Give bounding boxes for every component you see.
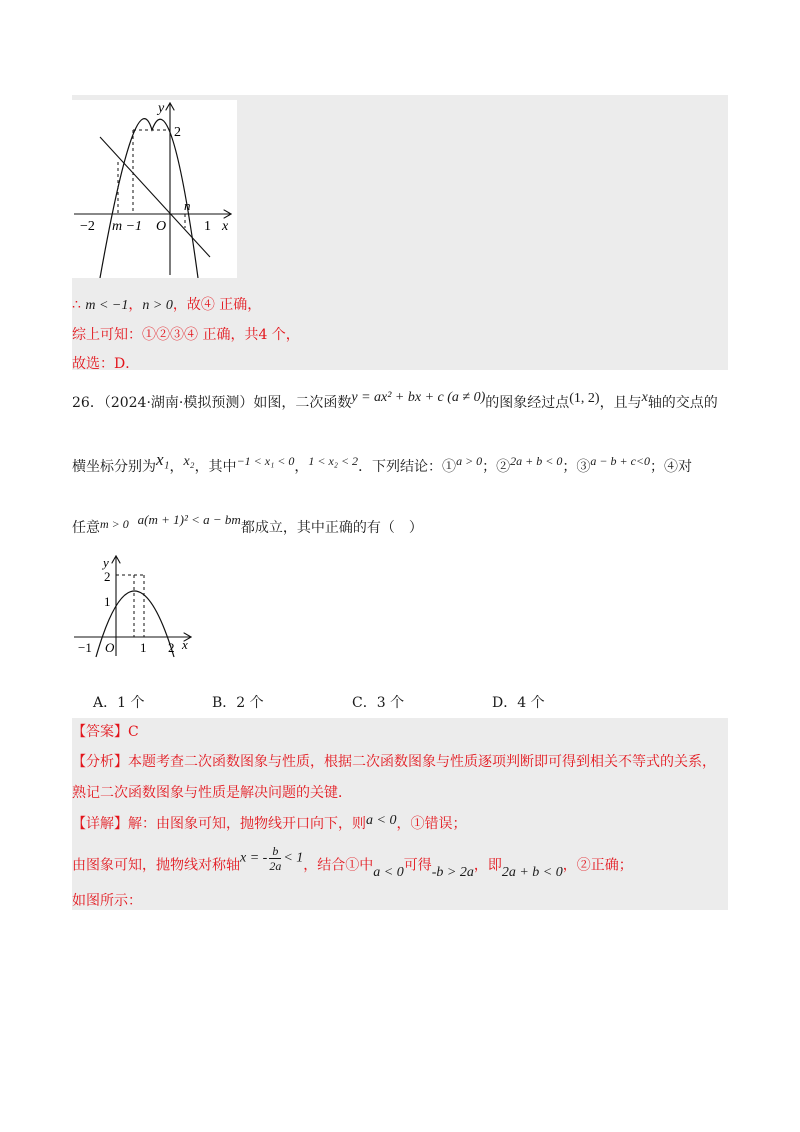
conclusion-line-3: 故选：D． — [72, 356, 140, 372]
detail-label: 【详解】 — [72, 816, 128, 832]
conclusion-4: a(m + 1)² < a − bm — [137, 512, 241, 527]
symmetry-axis-expression — [240, 844, 303, 873]
conclusion-1: a > 0 — [456, 454, 483, 468]
label-origin-2: O — [105, 640, 115, 655]
fraction-numerator: b — [269, 844, 281, 859]
label-1-x: 1 — [140, 640, 147, 655]
detail-text-2c: 可得 — [403, 857, 432, 874]
marker-3: ；③ — [562, 459, 591, 475]
label-1: 1 — [204, 219, 211, 234]
separator: ， — [128, 297, 143, 313]
range-x1: −1 < x₁ < 0 — [236, 454, 295, 468]
detail-line-2 — [72, 844, 633, 888]
analysis-line-1 — [72, 752, 716, 772]
straight-line — [100, 137, 210, 257]
option-d[interactable]: D．4 个 — [492, 695, 545, 711]
question-source: （2024·湖南·模拟预测）如图，二次函数 — [103, 395, 352, 411]
condition-m: m > 0 — [100, 517, 129, 531]
analysis-line-2: 熟记二次函数图象与性质是解决问题的关键． — [72, 785, 352, 801]
label-x: x — [222, 219, 229, 234]
comma: ， — [169, 459, 184, 475]
label-2: 2 — [174, 125, 181, 140]
label-origin: O — [156, 219, 167, 234]
text-and-with: ，且与 — [599, 395, 642, 411]
detail-text-1a: 解：由图象可知，抛物线开口向下，则 — [128, 816, 366, 832]
label-m-neg1: m −1 — [112, 219, 143, 234]
marker-4: ；④对 — [650, 459, 692, 475]
answer-label: 【答案】 — [72, 724, 128, 740]
option-b[interactable]: B．2 个 — [212, 695, 264, 711]
x-axis-symbol: x — [641, 390, 648, 405]
text-axis-intersection: 轴的交点的 — [647, 395, 718, 411]
label-x-2: x — [182, 637, 188, 652]
inequality-m: m < −1 — [85, 298, 129, 313]
detail-math-1: a < 0 — [366, 813, 397, 828]
conclusion-4-text: ，故④ 正确， — [172, 297, 262, 313]
fraction — [269, 844, 281, 873]
text-question-end: 都成立，其中正确的有（ ） — [240, 520, 423, 536]
text-passes-point: 的图象经过点 — [485, 395, 570, 411]
answer-value: C — [128, 724, 139, 740]
figure-parabola-1 — [72, 100, 237, 278]
option-c[interactable]: C．3 个 — [352, 695, 405, 711]
axis-tail: < 1 — [283, 850, 304, 866]
x1-symbol: x₁ — [156, 450, 170, 469]
marker-2: ；② — [482, 459, 511, 475]
question-26-line-2 — [72, 450, 692, 478]
function-expression: y = ax² + bx + c (a ≠ 0) — [351, 390, 486, 405]
question-26-line-1 — [72, 390, 718, 414]
question-26-line-3 — [72, 512, 423, 538]
detail-text-2e: ，②正确； — [562, 857, 633, 874]
figure-2-svg — [72, 553, 197, 658]
axis-x-prefix: x = - — [240, 850, 268, 866]
text-where: ，其中 — [194, 459, 237, 475]
analysis-label: 【分析】 — [72, 754, 128, 770]
conclusion-2: 2a + b < 0 — [510, 454, 563, 468]
label-neg1-x: −1 — [78, 640, 92, 655]
detail-line-3: 如图所示： — [72, 893, 142, 909]
figure-parabola-2 — [72, 553, 197, 658]
detail-text-2d: ，即 — [473, 857, 502, 874]
conclusion-line-1 — [72, 295, 261, 316]
point-1-2: (1, 2) — [569, 391, 600, 406]
conclusion-line-2: 综上可知：①②③④ 正确，共4 个， — [72, 327, 300, 343]
label-neg2: −2 — [80, 219, 95, 234]
detail-math-2c: 2a + b < 0 — [501, 864, 563, 880]
figure-1-svg — [72, 100, 237, 278]
range-x2: 1 < x₂ < 2 — [308, 454, 359, 468]
text-conclusions: ．下列结论：① — [358, 459, 457, 475]
text-x-coordinates: 横坐标分别为 — [72, 459, 156, 475]
question-number: 26． — [72, 395, 104, 411]
detail-line-1 — [72, 814, 466, 835]
detail-math-2b: -b > 2a — [431, 864, 474, 880]
label-1-y: 1 — [104, 594, 111, 609]
label-2-y: 2 — [104, 569, 111, 584]
text-for-any: 任意 — [72, 520, 100, 536]
fraction-denominator: 2a — [269, 859, 282, 873]
detail-text-1b: ，①错误； — [396, 816, 467, 832]
option-a[interactable]: A．1 个 — [93, 695, 145, 711]
label-y-2: y — [103, 555, 109, 570]
answer-line — [72, 722, 139, 742]
label-y: y — [158, 101, 165, 116]
inequality-n: n > 0 — [142, 298, 173, 313]
conclusion-3: a − b + c<0 — [590, 454, 650, 468]
comma-2: ， — [294, 459, 309, 475]
analysis-text-1: 本题考查二次函数图象与性质，根据二次函数图象与性质逐项判断即可得到相关不等式的关系， — [128, 754, 716, 770]
label-2-x: 2 — [168, 640, 175, 655]
therefore-symbol: ∴ — [72, 297, 86, 313]
detail-text-2a: 由图象可知，抛物线对称轴 — [72, 857, 240, 874]
label-n: n — [184, 198, 191, 213]
detail-text-2b: ，结合①中 — [303, 857, 374, 874]
detail-math-2a: a < 0 — [373, 864, 404, 880]
x2-symbol: x₂ — [183, 454, 195, 469]
